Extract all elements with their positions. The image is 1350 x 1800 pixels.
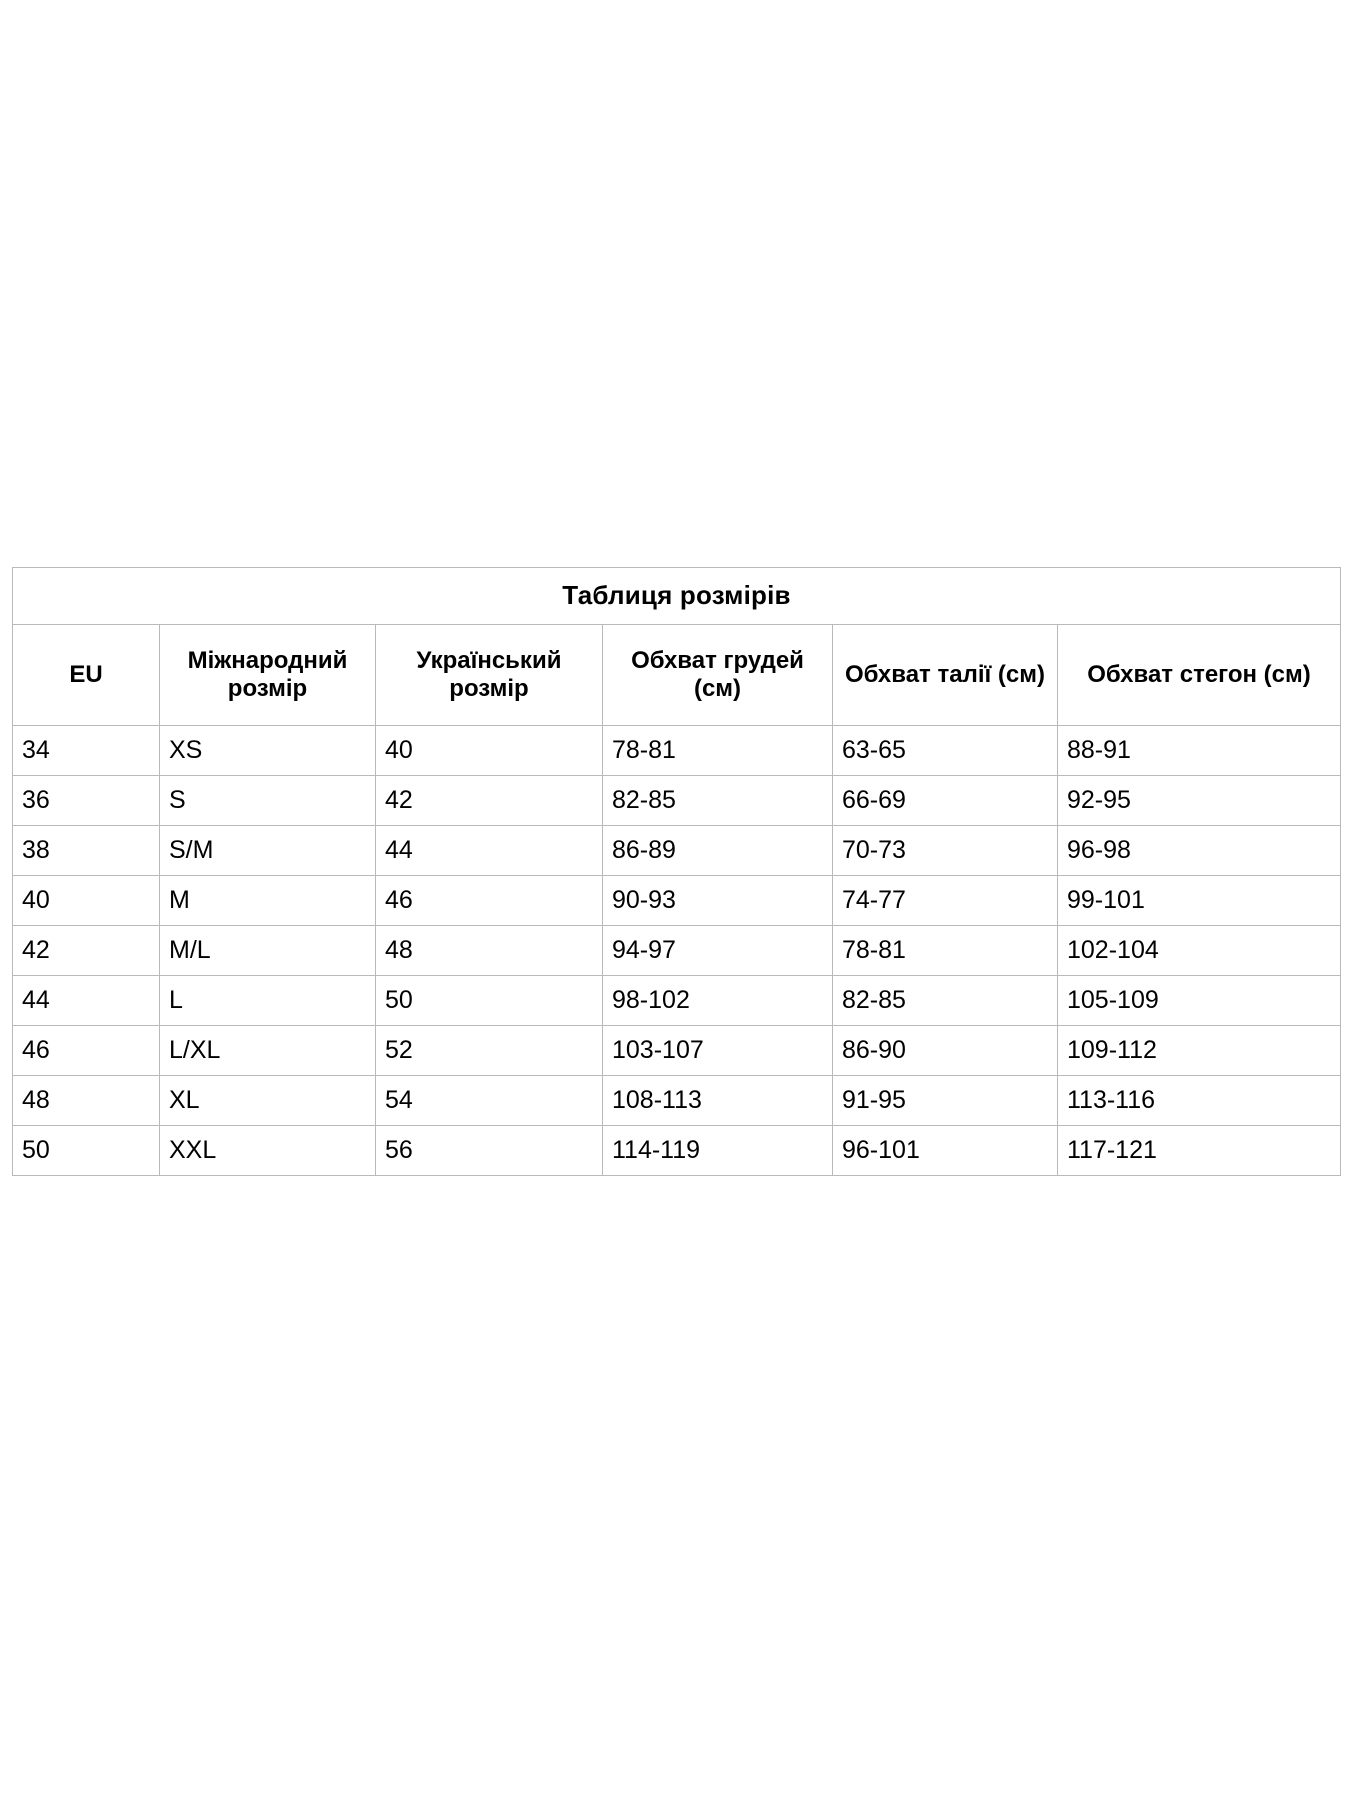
cell-ukrainian-size: 48 [376, 926, 603, 976]
table-caption-row [13, 568, 1341, 625]
cell-ukrainian-size: 50 [376, 976, 603, 1026]
size-chart-table [12, 567, 1341, 1176]
column-header-ukrainian-size: Український розмір [376, 625, 603, 726]
cell-waist: 96-101 [833, 1126, 1058, 1176]
table-row [13, 976, 1341, 1026]
cell-international-size: M/L [160, 926, 376, 976]
cell-eu: 46 [13, 1026, 160, 1076]
cell-ukrainian-size: 52 [376, 1026, 603, 1076]
column-header-waist: Обхват талії (см) [833, 625, 1058, 726]
cell-chest: 108-113 [603, 1076, 833, 1126]
cell-eu: 34 [13, 726, 160, 776]
cell-international-size: S/M [160, 826, 376, 876]
cell-chest: 86-89 [603, 826, 833, 876]
column-header-eu: EU [13, 625, 160, 726]
size-chart-container [12, 567, 1340, 1176]
table-row [13, 826, 1341, 876]
cell-international-size: L [160, 976, 376, 1026]
cell-eu: 42 [13, 926, 160, 976]
cell-ukrainian-size: 54 [376, 1076, 603, 1126]
column-header-hips: Обхват стегон (см) [1058, 625, 1341, 726]
table-body [13, 726, 1341, 1176]
cell-ukrainian-size: 40 [376, 726, 603, 776]
cell-hips: 102-104 [1058, 926, 1341, 976]
cell-hips: 96-98 [1058, 826, 1341, 876]
table-row [13, 1026, 1341, 1076]
cell-ukrainian-size: 46 [376, 876, 603, 926]
table-header [13, 568, 1341, 726]
table-row [13, 1076, 1341, 1126]
cell-ukrainian-size: 56 [376, 1126, 603, 1176]
cell-international-size: L/XL [160, 1026, 376, 1076]
cell-hips: 105-109 [1058, 976, 1341, 1026]
cell-eu: 48 [13, 1076, 160, 1126]
column-header-international-size: Міжнародний розмір [160, 625, 376, 726]
cell-hips: 88-91 [1058, 726, 1341, 776]
cell-hips: 92-95 [1058, 776, 1341, 826]
column-header-chest: Обхват грудей (см) [603, 625, 833, 726]
cell-chest: 90-93 [603, 876, 833, 926]
cell-chest: 94-97 [603, 926, 833, 976]
cell-international-size: S [160, 776, 376, 826]
cell-eu: 36 [13, 776, 160, 826]
cell-chest: 114-119 [603, 1126, 833, 1176]
cell-hips: 99-101 [1058, 876, 1341, 926]
cell-waist: 74-77 [833, 876, 1058, 926]
cell-hips: 113-116 [1058, 1076, 1341, 1126]
cell-ukrainian-size: 44 [376, 826, 603, 876]
cell-hips: 117-121 [1058, 1126, 1341, 1176]
table-row [13, 726, 1341, 776]
cell-waist: 78-81 [833, 926, 1058, 976]
table-row [13, 876, 1341, 926]
cell-international-size: M [160, 876, 376, 926]
cell-eu: 44 [13, 976, 160, 1026]
cell-chest: 98-102 [603, 976, 833, 1026]
cell-chest: 103-107 [603, 1026, 833, 1076]
cell-waist: 91-95 [833, 1076, 1058, 1126]
cell-eu: 40 [13, 876, 160, 926]
cell-international-size: XS [160, 726, 376, 776]
cell-chest: 82-85 [603, 776, 833, 826]
table-row [13, 926, 1341, 976]
cell-chest: 78-81 [603, 726, 833, 776]
cell-waist: 86-90 [833, 1026, 1058, 1076]
cell-ukrainian-size: 42 [376, 776, 603, 826]
table-row [13, 1126, 1341, 1176]
cell-international-size: XL [160, 1076, 376, 1126]
cell-hips: 109-112 [1058, 1026, 1341, 1076]
cell-international-size: XXL [160, 1126, 376, 1176]
cell-waist: 70-73 [833, 826, 1058, 876]
cell-waist: 82-85 [833, 976, 1058, 1026]
table-header-row [13, 625, 1341, 726]
cell-waist: 63-65 [833, 726, 1058, 776]
table-row [13, 776, 1341, 826]
table-caption: Таблиця розмірів [13, 568, 1341, 625]
cell-eu: 38 [13, 826, 160, 876]
cell-eu: 50 [13, 1126, 160, 1176]
cell-waist: 66-69 [833, 776, 1058, 826]
